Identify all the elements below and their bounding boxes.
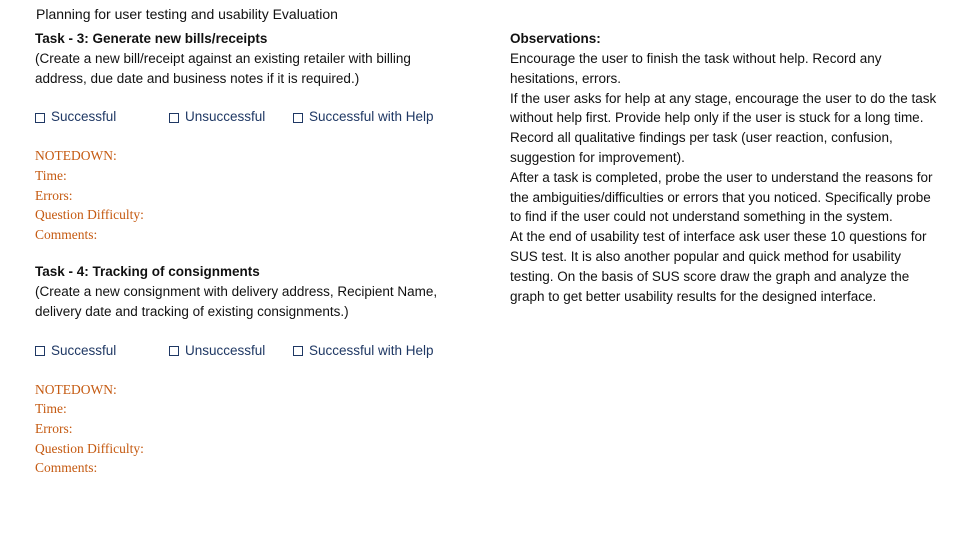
notes-errors: Errors:	[35, 420, 73, 436]
task-description: (Create a new bill/receipt against an existing retailer with billing address, due date and business notes if it is required.)	[35, 51, 411, 86]
page-title: Planning for user testing and usability Evaluation	[36, 6, 338, 22]
outcome-unsuccessful-checkbox[interactable]	[169, 107, 293, 127]
outcome-successful-with-help-checkbox[interactable]	[293, 341, 434, 361]
notes-time: Time:	[35, 168, 67, 183]
outcome-successful-with-help-checkbox[interactable]	[293, 107, 434, 127]
checkbox-icon[interactable]	[293, 113, 303, 123]
outcome-successful-checkbox[interactable]	[35, 107, 169, 127]
observations-column	[510, 29, 940, 306]
checkbox-icon[interactable]	[169, 346, 179, 356]
option-label: Unsuccessful	[185, 109, 266, 125]
observation-paragraph: If the user asks for help at any stage, encourage the user to do the task without help first. Provide help only if the user is stuck for a long time. Record all qualitative findings per task (user reaction, confusion, suggestion for improvement).	[510, 90, 937, 165]
checkbox-icon[interactable]	[169, 113, 179, 123]
outcome-options	[35, 341, 455, 361]
outcome-successful-checkbox[interactable]	[35, 341, 169, 361]
option-label: Successful with Help	[309, 342, 434, 358]
option-label: Successful with Help	[309, 109, 434, 125]
observation-paragraph: After a task is completed, probe the user to understand the reasons for the ambiguities/difficulties or errors that you noticed. Specifically probe to find if the user could not understand something in the system.	[510, 169, 933, 225]
option-label: Successful	[51, 342, 117, 358]
notes-comments: Comments:	[35, 460, 98, 476]
observation-paragraph: Encourage the user to finish the task without help. Record any hesitations, errors.	[510, 51, 882, 86]
task-section-3	[35, 29, 455, 244]
checkbox-icon[interactable]	[35, 346, 45, 356]
notes-question-difficulty: Question Difficulty:	[35, 440, 144, 456]
notes-question-difficulty: Question Difficulty:	[35, 207, 144, 223]
notes-comments: Comments:	[35, 226, 98, 242]
notes-heading: NOTEDOWN:	[35, 381, 117, 397]
task-title: Task - 4: Tracking of consignments	[35, 264, 260, 280]
option-label: Unsuccessful	[185, 342, 266, 358]
notes-errors: Errors:	[35, 187, 73, 203]
notes-block	[35, 146, 455, 244]
checkbox-icon[interactable]	[35, 113, 45, 123]
task-section-4	[35, 262, 455, 477]
outcome-options	[35, 107, 455, 127]
observations-title: Observations:	[510, 31, 601, 46]
checkbox-icon[interactable]	[293, 346, 303, 356]
observation-paragraph: At the end of usability test of interface ask user these 10 questions for SUS test. It is also another popular and quick method for usability testing. On the basis of SUS score draw the graph and analyze the graph to get better usability results for the designed interface.	[510, 229, 927, 304]
task-title: Task - 3: Generate new bills/receipts	[35, 31, 268, 46]
notes-heading: NOTEDOWN:	[35, 148, 117, 164]
notes-time: Time:	[35, 401, 67, 417]
tasks-column	[35, 29, 455, 496]
task-description: (Create a new consignment with delivery address, Recipient Name, delivery date and tracking of existing consignments.)	[35, 284, 438, 320]
outcome-unsuccessful-checkbox[interactable]	[169, 341, 293, 361]
notes-block	[35, 380, 455, 478]
option-label: Successful	[51, 109, 117, 125]
